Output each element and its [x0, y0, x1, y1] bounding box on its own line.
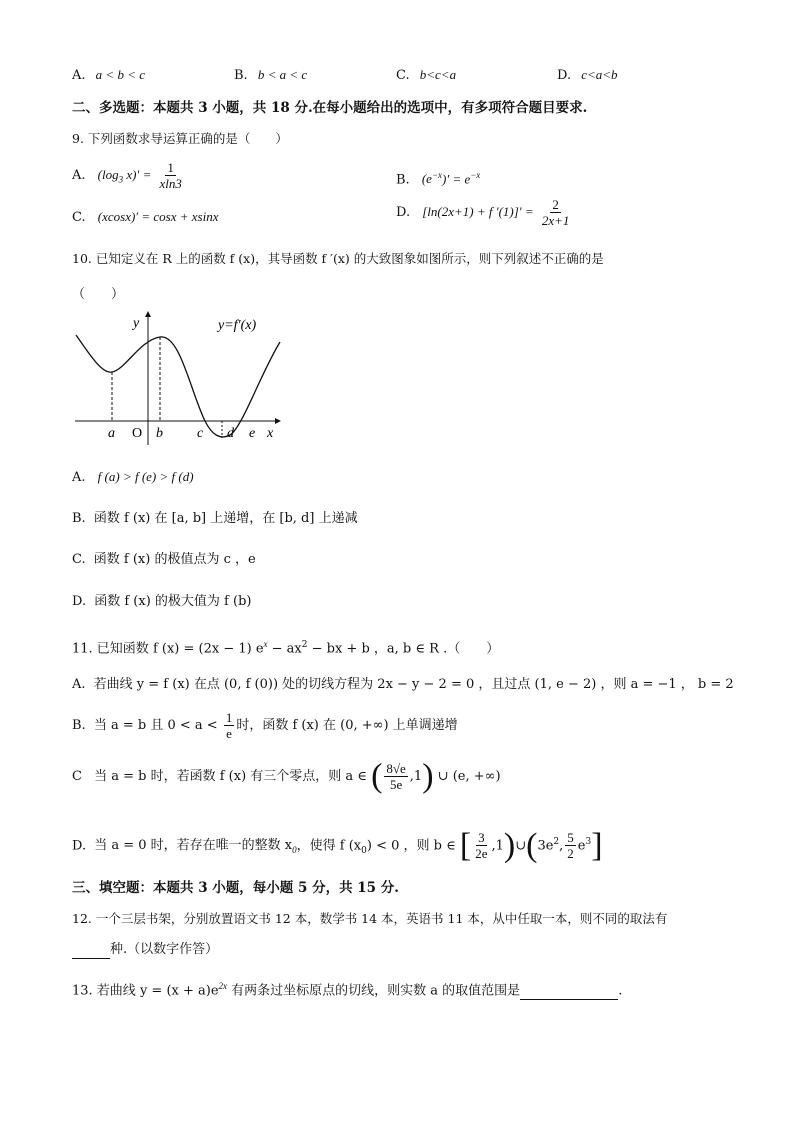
left-paren: ( [526, 826, 538, 864]
tick-e: e [249, 426, 256, 441]
option-text: ,1 [491, 838, 504, 854]
q12-line1: 12. 一个三层书架，分别放置语文书 12 本，数学书 14 本，英语书 11 本，从中任取一本，则不同的取法有 [72, 911, 668, 926]
option-text: 若曲线 y = f (x) 在点 (0, f (0)) 处的切线方程为 2x − y − 2 = 0 ，且过点 (1, e − 2) ，则 a = −1 ， b = 2 [93, 677, 734, 692]
q9-stem: 9. 下列函数求导运算正确的是（ ） [72, 131, 288, 146]
option-text: f (a) > f (e) > f (d) [97, 469, 194, 484]
formula-part: (e [421, 171, 432, 187]
option-text: 种.（以数字作答） [110, 942, 219, 957]
stem-part: 2x [218, 981, 228, 991]
q10-option-c [72, 551, 256, 569]
y-axis-arrow [145, 311, 151, 317]
tick-c: c [197, 426, 204, 441]
fraction [473, 830, 489, 861]
numerator: 5 [567, 830, 574, 846]
q8-option-c [396, 66, 456, 85]
q11-option-a [72, 676, 734, 694]
axis-x-label: x [267, 426, 274, 441]
formula-part: −x [470, 170, 481, 180]
option-text: e [577, 838, 586, 854]
stem-part: . [618, 983, 623, 999]
section3-heading: 三、填空题：本题共 3 小题，每小题 5 分，共 15 分. [72, 880, 399, 896]
axis-y-label: y [133, 316, 140, 331]
option-label: A. [72, 470, 86, 485]
fraction [565, 830, 576, 861]
denominator: xln3 [159, 176, 182, 191]
stem-part: 13. 若曲线 y = (x + a)e [72, 983, 219, 999]
option-text: 3e [537, 838, 554, 854]
q12-line2 [72, 941, 218, 959]
stem-part: 11. 已知函数 f (x) = (2x − 1) e [72, 641, 264, 657]
numerator: 8√e [386, 761, 406, 776]
tick-d: d [227, 426, 234, 441]
q11-stem [72, 635, 499, 658]
derivative-graph [70, 310, 290, 450]
option-text: b<c<a [419, 67, 457, 82]
option-label: A. [72, 677, 86, 692]
q10-option-a [72, 468, 194, 487]
formula-part: 3 [118, 174, 124, 185]
denominator: 2x+1 [541, 213, 570, 228]
q13-line [72, 977, 622, 1000]
origin-label: O [132, 426, 143, 441]
formula-part: (log [97, 167, 119, 182]
option-text: 当 a = 0 时，若存在唯一的整数 x [94, 838, 293, 854]
denominator: e [226, 726, 232, 741]
graph-function-label: y=f′(x) [218, 318, 257, 333]
q8-option-a [72, 66, 145, 85]
right-bracket: ] [591, 826, 603, 864]
stem-part: 2 [301, 640, 308, 650]
answer-blank[interactable] [72, 944, 110, 959]
q10-option-d [72, 593, 251, 611]
q9-option-c [72, 208, 219, 227]
stem-part: − ax [267, 641, 302, 657]
fraction [540, 197, 572, 228]
numerator: 2 [552, 197, 559, 212]
stem-part: − bx + b ，a, b ∈ R .（ ） [307, 641, 500, 657]
option-label: A. [72, 168, 86, 183]
formula-part: )′ = e [442, 171, 471, 187]
option-text: ，使得 f (x [296, 838, 362, 854]
formula-part: [ln(2x+1) + f ′(1)]′ = [422, 204, 534, 219]
option-label: C. [72, 210, 86, 225]
option-text: ∪ (e, +∞) [437, 769, 501, 784]
q8-option-b [234, 66, 307, 85]
stem-part: 有两条过坐标原点的切线，则实数 a 的取值范围是 [227, 983, 521, 999]
q8-option-d [557, 66, 618, 85]
formula-part: x)′ = [123, 167, 152, 182]
formula-part: −x [431, 170, 443, 180]
tick-a: a [108, 426, 115, 441]
numerator: 1 [167, 160, 174, 175]
option-text: 当 a = b 时，若函数 f (x) 有三个零点，则 a ∈ [94, 769, 367, 784]
fraction [224, 710, 235, 741]
right-paren: ) [503, 826, 516, 864]
formula-part: (xcosx)′ = cosx + xsinx [97, 209, 219, 224]
denominator: 2 [567, 846, 574, 862]
option-label: C. [72, 552, 86, 567]
denominator: 5e [389, 777, 403, 792]
option-label: B. [72, 718, 86, 733]
option-text: b < a < c [257, 67, 308, 82]
q11-option-b [72, 709, 458, 743]
option-label: D. [396, 205, 411, 220]
option-text: 3 [585, 837, 592, 847]
left-bracket: [ [459, 826, 472, 864]
q10-stem: 10. 已知定义在 R 上的函数 f (x)，其导函数 f ′(x) 的大致图象如图所示，则下列叙述不正确的是 [72, 251, 604, 266]
answer-blank[interactable] [520, 985, 618, 1000]
option-text: 函数 f (x) 的极值点为 c ，e [93, 552, 256, 567]
fraction [384, 761, 407, 792]
option-label: B. [72, 511, 86, 526]
q9-option-d [396, 197, 573, 228]
left-paren: ( [371, 757, 383, 795]
option-label: A. [72, 68, 86, 83]
q10-option-b [72, 510, 358, 528]
option-label: C [72, 769, 82, 784]
option-text: 0 [292, 844, 297, 855]
option-text: 函数 f (x) 在 [a, b] 上递增，在 [b, d] 上递减 [93, 511, 358, 526]
option-label: D. [72, 838, 87, 854]
option-label: D. [557, 68, 572, 83]
q11-option-d: D. 当 a = 0 时，若存在唯一的整数 $x_0$，使得 f $(x_0) < 0$ ，则 b ∈ [ $\frac{3}{2e}$ $,1)\cup(3e^2$, $\frac{5}{2}$ $e^3$] [72, 826, 603, 864]
x-axis-arrow [275, 418, 281, 424]
union-symbol: ∪ [515, 838, 527, 854]
option-label: B. [234, 68, 248, 83]
q10-paren: （ ） [72, 287, 125, 302]
option-label: B. [396, 172, 410, 188]
tick-b: b [156, 426, 163, 441]
option-text: 0 [361, 845, 367, 856]
section2-heading: 二、多选题：本题共 3 小题，共 18 分.在每小题给出的选项中，有多项符合题目要求. [72, 100, 588, 116]
numerator: 3 [478, 830, 485, 846]
option-text: ) < 0 ，则 b ∈ [366, 838, 456, 854]
q11-option-c [72, 757, 501, 797]
option-text: 时，函数 f (x) 在 (0, +∞) 上单调递增 [236, 718, 458, 733]
option-text: 当 a = b 且 0 < a < [93, 718, 218, 733]
right-paren: ) [422, 757, 434, 795]
numerator: 1 [225, 710, 233, 725]
fraction [157, 160, 183, 191]
q9-option-a [72, 160, 186, 195]
denominator: 2e [475, 846, 488, 862]
derivative-curve [76, 335, 280, 437]
q9-option-b [396, 166, 480, 189]
option-text: a < b < c [95, 67, 145, 82]
option-text: c<a<b [581, 67, 618, 82]
option-label: D. [72, 594, 87, 609]
option-text: 2 [553, 837, 560, 847]
stem-part: x [263, 639, 268, 649]
option-text: ,1 [409, 769, 423, 784]
option-text: 函数 f (x) 的极大值为 f (b) [94, 594, 252, 609]
option-label: C. [396, 68, 410, 83]
